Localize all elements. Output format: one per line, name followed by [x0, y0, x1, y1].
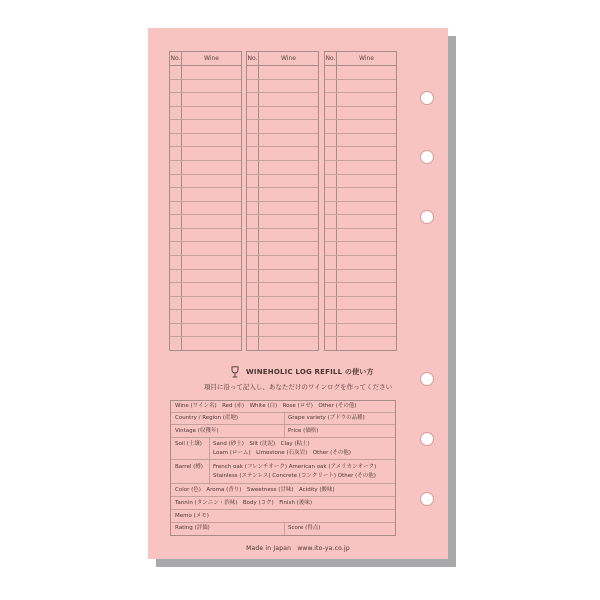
log-row-line	[325, 119, 396, 120]
country-region-label: Country / Region (産地)	[175, 415, 239, 421]
log-row-line	[247, 187, 318, 188]
log-row-line	[247, 119, 318, 120]
log-row-line	[247, 214, 318, 215]
barrel-types-line1: French oak (フレンチオーク) American oak (アメリカンオーク)	[213, 464, 377, 470]
log-table-header	[170, 52, 241, 66]
soil-label: Soil (土壌)	[175, 441, 202, 447]
log-row-line	[247, 174, 318, 175]
binder-hole	[420, 150, 434, 164]
log-row-line	[325, 255, 396, 256]
no-header: No.	[325, 52, 337, 65]
binder-hole	[420, 91, 434, 105]
reference-row-barrel	[171, 460, 395, 484]
reference-row-wine	[171, 401, 395, 413]
rating-label: Rating (評価)	[175, 525, 210, 531]
log-row-line	[247, 336, 318, 337]
log-row-line	[170, 309, 241, 310]
wine-header: Wine	[204, 55, 219, 62]
reference-row-memo	[171, 510, 395, 523]
log-row-line	[170, 146, 241, 147]
log-row-line	[325, 92, 396, 93]
log-row-line	[247, 323, 318, 324]
price-label: Price (価格)	[288, 428, 319, 434]
binder-hole	[420, 492, 434, 506]
binder-hole	[420, 432, 434, 446]
log-row-line	[170, 92, 241, 93]
soil-types-line1: Sand (砂土) Silt (沈泥) Clay (粘土)	[213, 441, 310, 447]
log-row-line	[325, 336, 396, 337]
log-row-line	[325, 174, 396, 175]
reference-row-rating	[171, 523, 395, 535]
wine-header: Wine	[281, 55, 296, 62]
reference-row-tannin	[171, 497, 395, 510]
log-row-line	[325, 133, 396, 134]
log-row-line	[325, 296, 396, 297]
reference-row-soil	[171, 438, 395, 460]
log-row-line	[325, 187, 396, 188]
log-table-header	[247, 52, 318, 66]
tasting-terms-2: Tannin (タンニン・渋味) Body (コク) Finish (後味)	[175, 500, 312, 506]
no-header: No.	[247, 52, 259, 65]
log-row-line	[170, 160, 241, 161]
log-row-line	[247, 160, 318, 161]
log-row-line	[170, 201, 241, 202]
log-row-line	[247, 269, 318, 270]
log-row-line	[325, 241, 396, 242]
log-row-line	[247, 133, 318, 134]
howto-title: WINEHOLIC LOG REFILL の使い方	[246, 368, 374, 376]
log-row-line	[170, 228, 241, 229]
log-row-line	[170, 79, 241, 80]
log-row-line	[325, 309, 396, 310]
wine-glass-icon	[230, 366, 240, 378]
log-row-line	[170, 323, 241, 324]
reference-row-origin	[171, 413, 395, 425]
log-row-line	[325, 201, 396, 202]
log-row-line	[247, 79, 318, 80]
soil-types-line2: Loam (ローム) Limestone (石灰岩) Other (その他)	[213, 450, 351, 456]
log-table	[324, 51, 397, 351]
log-row-line	[325, 282, 396, 283]
vintage-label: Vintage (収穫年)	[175, 428, 219, 434]
log-row-line	[170, 133, 241, 134]
score-label: Score (得点)	[288, 525, 321, 531]
log-row-line	[325, 228, 396, 229]
log-row-line	[247, 201, 318, 202]
log-row-line	[325, 269, 396, 270]
log-row-line	[170, 214, 241, 215]
log-row-line	[247, 146, 318, 147]
no-header: No.	[170, 52, 182, 65]
log-row-line	[247, 255, 318, 256]
log-row-line	[325, 79, 396, 80]
row-divider	[284, 425, 285, 437]
binder-hole	[420, 210, 434, 224]
log-row-line	[325, 106, 396, 107]
tasting-terms-1: Color (色) Aroma (香り) Sweetness (甘味) Acidity (酸味)	[175, 487, 335, 493]
log-row-line	[170, 174, 241, 175]
log-table	[246, 51, 319, 351]
log-row-line	[170, 241, 241, 242]
reference-row-color	[171, 484, 395, 497]
barrel-label: Barrel (樽)	[175, 464, 203, 470]
row-divider	[284, 523, 285, 535]
log-row-line	[247, 92, 318, 93]
log-row-line	[170, 282, 241, 283]
log-row-line	[247, 309, 318, 310]
row-divider	[284, 413, 285, 424]
memo-label: Memo (メモ)	[175, 513, 209, 519]
log-row-line	[170, 296, 241, 297]
log-row-line	[170, 187, 241, 188]
reference-table	[170, 400, 396, 536]
column-divider	[336, 65, 337, 350]
grape-variety-label: Grape variety (ブドウの品種)	[288, 415, 365, 421]
log-row-line	[170, 255, 241, 256]
howto-title-row	[230, 366, 374, 378]
log-row-line	[325, 323, 396, 324]
howto-subtitle: 項目に沿って記入し、あなただけのワインログを作ってください	[203, 383, 393, 391]
log-row-line	[247, 241, 318, 242]
log-table	[169, 51, 242, 351]
log-row-line	[325, 214, 396, 215]
refill-card	[148, 28, 448, 559]
log-row-line	[170, 336, 241, 337]
log-row-line	[247, 228, 318, 229]
column-divider	[258, 65, 259, 350]
log-row-line	[325, 160, 396, 161]
reference-row-vintage	[171, 425, 395, 438]
log-row-line	[325, 146, 396, 147]
row-divider	[209, 460, 210, 483]
log-table-header	[325, 52, 396, 66]
log-row-line	[170, 106, 241, 107]
wine-header: Wine	[359, 55, 374, 62]
footer-text: Made in Japan www.ito-ya.co.jp	[246, 545, 350, 552]
log-row-line	[247, 282, 318, 283]
log-row-line	[170, 269, 241, 270]
log-row-line	[247, 296, 318, 297]
row-divider	[209, 438, 210, 459]
log-row-line	[170, 119, 241, 120]
barrel-types-line2: Stainless (ステンレス) Concrete (コンクリート) Other (その他)	[213, 473, 376, 479]
wine-types: Wine (ワイン名) Red (赤) White (白) Rose (ロゼ) Other (その他)	[175, 403, 357, 409]
log-row-line	[247, 106, 318, 107]
column-divider	[181, 65, 182, 350]
